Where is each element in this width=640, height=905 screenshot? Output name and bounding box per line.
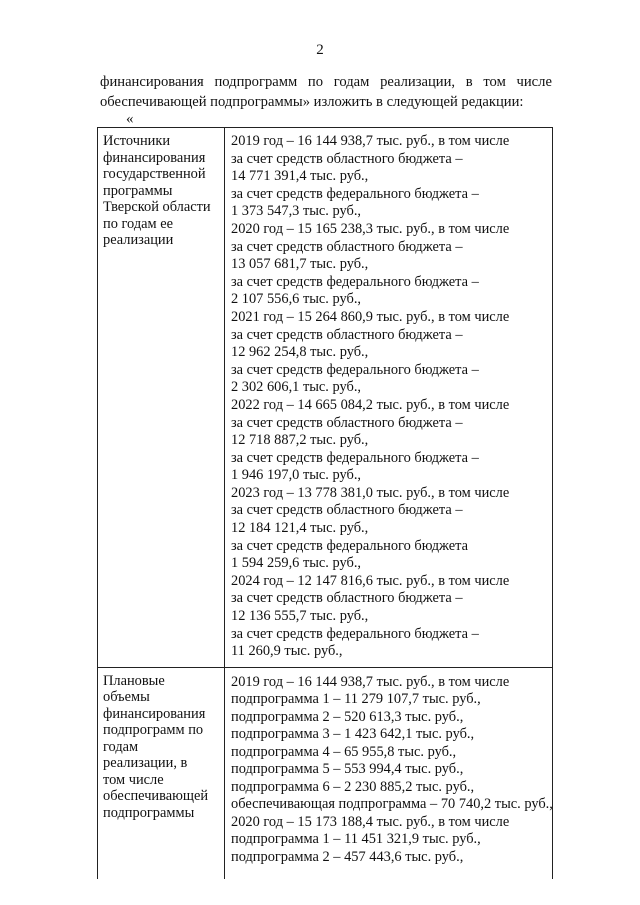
row-content-line: за счет средств федерального бюджета – — [231, 449, 479, 466]
row-content-line: 1 594 259,6 тыс. руб., — [231, 555, 362, 572]
row-content-line: 2020 год – 15 173 188,4 тыс. руб., в том числе — [231, 813, 510, 830]
intro-word: финансирования — [100, 74, 204, 90]
row-content-line: за счет средств областного бюджета – — [231, 326, 463, 343]
intro-paragraph — [100, 72, 552, 112]
intro-line-1 — [100, 72, 552, 92]
row-content-line: подпрограмма 2 – 520 613,3 тыс. руб., — [231, 708, 464, 725]
row-label-line: Тверской области — [103, 199, 211, 215]
row-label-line: Источники — [103, 133, 171, 149]
row-content-line: подпрограмма 2 – 457 443,6 тыс. руб., — [231, 848, 464, 865]
row-content-line: 11 260,9 тыс. руб., — [231, 643, 343, 660]
row-content-line: 13 057 681,7 тыс. руб., — [231, 256, 369, 273]
row-content-line: за счет средств областного бюджета – — [231, 150, 463, 167]
row-label-line: финансирования — [103, 149, 206, 166]
row-content-line: 2023 год – 13 778 381,0 тыс. руб., в том числе — [231, 484, 510, 501]
row-content-line: подпрограмма 4 – 65 955,8 тыс. руб., — [231, 743, 457, 760]
row-label-line: реализации, в — [103, 755, 188, 772]
row-content-line: подпрограмма 1 – 11 279 107,7 тыс. руб., — [231, 691, 481, 708]
intro-word: числе — [516, 74, 552, 90]
row-content-line: за счет средств областного бюджета – — [231, 502, 463, 519]
content-cell — [225, 128, 553, 668]
row-label-line: финансирования — [103, 705, 206, 722]
row-content-line: подпрограмма 3 – 1 423 642,1 тыс. руб., — [231, 726, 475, 743]
intro-word: реализации, — [380, 74, 456, 90]
row-label-line: по годам ее — [103, 215, 174, 232]
row-label-line: Плановые — [103, 672, 165, 689]
table-row-planned-volumes — [98, 667, 553, 879]
row-content-line: подпрограмма 1 – 11 451 321,9 тыс. руб., — [231, 831, 481, 848]
row-content-line: 1 946 197,0 тыс. руб., — [231, 467, 362, 484]
row-content-line: за счет средств федерального бюджета – — [231, 361, 479, 378]
row-content-line: за счет средств федерального бюджета – — [231, 185, 479, 202]
row-label-line: программы — [103, 182, 173, 199]
row-label-line: реализации — [103, 232, 174, 248]
row-label-line: подпрограмм по — [103, 722, 204, 739]
intro-line-2: обеспечивающей подпрограммы» изложить в следующей редакции: — [100, 94, 524, 110]
row-content-line: подпрограмма 5 – 553 994,4 тыс. руб., — [231, 761, 464, 778]
intro-word: в — [465, 74, 473, 90]
label-cell — [98, 128, 225, 668]
row-content-line: 2020 год – 15 165 238,3 тыс. руб., в том числе — [231, 220, 510, 237]
row-label-line: подпрограммы — [103, 804, 195, 821]
row-content-line: 14 771 391,4 тыс. руб., — [231, 168, 369, 185]
row-content-line: за счет средств областного бюджета – — [231, 238, 463, 255]
intro-word: по — [307, 74, 324, 90]
row-label-line: годам — [103, 738, 139, 755]
row-content-line: 12 184 121,4 тыс. руб., — [231, 520, 369, 537]
row-label-line: государственной — [103, 166, 206, 182]
financing-table — [97, 127, 553, 879]
row-content-line: 1 373 547,3 тыс. руб., — [231, 203, 362, 220]
row-label-line: объемы — [103, 689, 150, 706]
row-content-line: 2 107 556,6 тыс. руб., — [231, 291, 362, 308]
row-content-line: 2019 год – 16 144 938,7 тыс. руб., в том числе — [231, 133, 510, 149]
intro-word: том — [483, 74, 506, 90]
row-content-line: 2 302 606,1 тыс. руб., — [231, 379, 362, 396]
row-content-line: за счет средств областного бюджета – — [231, 590, 463, 607]
row-content-line: 2022 год – 14 665 084,2 тыс. руб., в том числе — [231, 396, 510, 413]
row-content-line: за счет средств федерального бюджета – — [231, 625, 479, 642]
row-content-line: 12 136 555,7 тыс. руб., — [231, 608, 369, 625]
row-label-line: том числе — [103, 771, 164, 788]
table-row-financing-sources — [98, 128, 553, 668]
row-content-line: за счет средств федерального бюджета – — [231, 273, 479, 290]
row-content-line: за счет средств областного бюджета – — [231, 414, 463, 431]
opening-quote-mark: « — [126, 111, 134, 127]
content-cell — [225, 667, 553, 879]
page-number: 2 — [316, 42, 324, 58]
row-content-line: 2024 год – 12 147 816,6 тыс. руб., в том числе — [231, 572, 510, 589]
row-content-line: обеспечивающая подпрограмма – 70 740,2 тыс. руб., — [231, 796, 553, 813]
row-content-line: 2021 год – 15 264 860,9 тыс. руб., в том числе — [231, 308, 510, 325]
row-content-line: подпрограмма 6 – 2 230 885,2 тыс. руб., — [231, 778, 475, 795]
row-content-line: за счет средств федерального бюджета — [231, 537, 469, 554]
label-cell — [98, 667, 225, 879]
row-content-line: 2019 год – 16 144 938,7 тыс. руб., в том числе — [231, 673, 510, 690]
intro-word: годам — [333, 74, 370, 90]
row-content-line: 12 962 254,8 тыс. руб., — [231, 344, 369, 361]
row-label-line: обеспечивающей — [103, 788, 209, 805]
row-content-line: 12 718 887,2 тыс. руб., — [231, 432, 369, 449]
intro-word: подпрограмм — [214, 74, 298, 90]
